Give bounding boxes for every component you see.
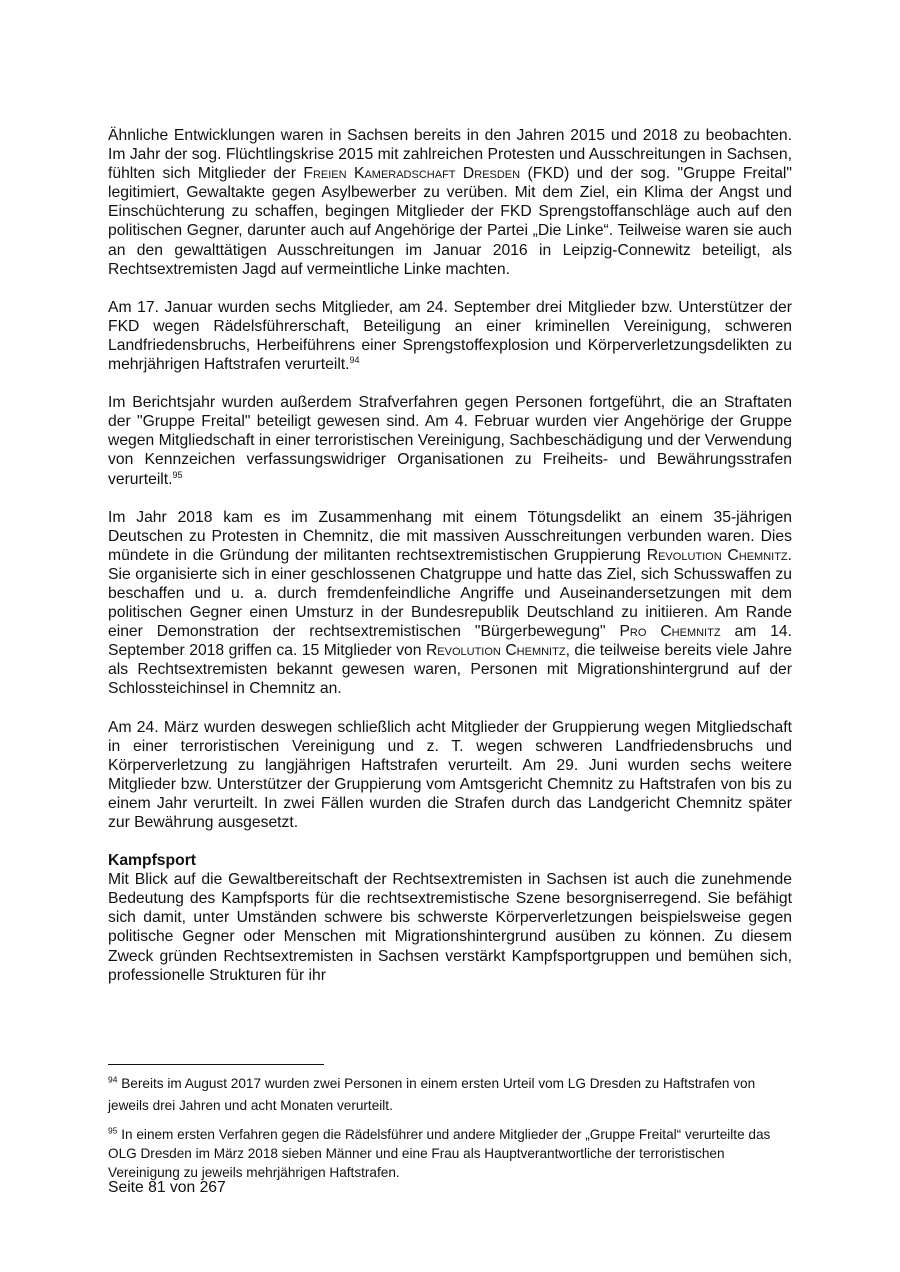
footnote-number: 94 <box>108 1074 118 1085</box>
paragraph-text: Am 17. Januar wurden sechs Mitglieder, am 24. September drei Mitglieder bzw. Unterstützer der FKD wegen Rädelsführerschaft, Beteiligung an einer kriminellen Vereinigung, schweren Landfriedensbruchs, Herbeiführens einer Sprengstoffexplosion und Körperverletzungsdelikten zu mehrjährigen Haftstrafen verurteilt. <box>108 298 792 374</box>
page-number: Seite 81 von 267 <box>108 1179 226 1196</box>
body-text <box>108 126 792 985</box>
footnote-95 <box>108 1125 792 1182</box>
organization-name: Revolution Chemnitz <box>646 546 788 564</box>
paragraph-text: Im Jahr 2018 kam es im Zusammenhang mit einem Tötungsdelikt an einem 35-jährigen Deutschen zu Protesten in Chemnitz, die mit massiven Ausschreitungen verbunden waren. Dies mündete in die Gründung der militanten rechtsextremistischen Gruppierung <box>108 508 792 564</box>
paragraph-text: (FKD) und der sog. "Gruppe Freital" legitimiert, Gewaltakte gegen Asylbewerber zu verüben. Mit dem Ziel, ein Klima der Angst und Einschüchterung zu schaffen, begingen Mitglieder der FKD Sprengstoffanschläge auch auf den politischen Gegner, darunter auch auf Angehörige der Partei „Die Linke“. Teilweise waren sie auch an den gewalttätigen Ausschreitungen im Januar 2016 in Leipzig-Connewitz beteiligt, als Rechtsextremisten Jagd auf vermeintliche Linke machten. <box>108 165 792 278</box>
organization-name: Freien Kameradschaft Dresden <box>303 165 521 183</box>
footnote-reference: 95 <box>172 469 183 480</box>
footnotes <box>108 1073 792 1191</box>
paragraph-1 <box>108 126 792 279</box>
paragraph-text: , die teilweise bereits viele Jahre als Rechtsextremisten bekannt gewesen waren, Personen mit Migrationshintergrund auf der Schlossteichinsel in Chemnitz an. <box>108 642 792 698</box>
organization-name: Revolution Chemnitz <box>425 642 566 660</box>
footnote-text: Bereits im August 2017 wurden zwei Personen in einem ersten Urteil vom LG Dresden zu Haftstrafen von jeweils drei Jahren und acht Monaten verurteilt. <box>108 1076 756 1113</box>
footnote-94 <box>108 1073 792 1116</box>
paragraph-text: Im Berichtsjahr wurden außerdem Strafverfahren gegen Personen fortgeführt, die an Straftaten der "Gruppe Freital" beteiligt gewesen sind. Am 4. Februar wurden vier Angehörige der Gruppe wegen Mitgliedschaft in einer terroristischen Vereinigung, Sachbeschädigung und der Verwendung von Kennzeichen verfassungswidriger Organisationen zu Freiheits- und Bewährungsstrafen verurteilt. <box>108 394 792 488</box>
organization-name: Pro Chemnitz <box>619 623 721 641</box>
footnote-number: 95 <box>108 1125 118 1136</box>
paragraph-3 <box>108 393 792 488</box>
paragraph-6: Mit Blick auf die Gewaltbereitschaft der Rechtsextremisten in Sachsen ist auch die zunehmende Bedeutung des Kampfsports für die rechtsextremistische Szene besorgniserregend. Sie befähigt sich damit, unter Umständen schwere bis schwerste Körperverletzungen beispielsweise gegen politische Gegner oder Menschen mit Migrationshintergrund ausüben zu können. Zu diesem Zweck gründen Rechtsextremisten in Sachsen verstärkt Kampfsportgruppen und bemühen sich, professionelle Strukturen für ihr <box>108 871 792 984</box>
paragraph-text: . Sie organisierte sich in einer geschlossenen Chatgruppe und hatte das Ziel, sich Schusswaffen zu beschaffen und u. a. durch fremdenfeindliche Angriffe und Auseinandersetzungen mit dem politischen Gegner einen Umsturz in der Bundesrepublik Deutschland zu initiieren. Am Rande einer Demonstration der rechtsextremistischen "Bürgerbewegung" <box>108 546 792 641</box>
paragraph-text: am 14. September 2018 griffen ca. 15 Mitglieder von <box>108 623 792 660</box>
paragraph-text: Ähnliche Entwicklungen waren in Sachsen bereits in den Jahren 2015 und 2018 zu beobachten. Im Jahr der sog. Flüchtlingskrise 2015 mit zahlreichen Protesten und Ausschreitungen in Sachsen, fühlten sich Mitglieder der <box>108 127 792 183</box>
footnote-reference: 94 <box>349 354 360 365</box>
section-heading: Kampfsport <box>108 852 197 870</box>
paragraph-4 <box>108 508 792 699</box>
footnote-text: In einem ersten Verfahren gegen die Rädelsführer und andere Mitglieder der „Gruppe Freital“ verurteilte das OLG Dresden im März 2018 sieben Männer und eine Frau als Hauptverantwortliche der terroristischen Vereinigung zu jeweils mehrjährigen Haftstrafen. <box>108 1127 771 1180</box>
paragraph-2 <box>108 298 792 374</box>
footnote-separator <box>108 1064 324 1065</box>
paragraph-5: Am 24. März wurden deswegen schließlich acht Mitglieder der Gruppierung wegen Mitgliedschaft in einer terroristischen Vereinigung und z. T. wegen schweren Landfriedensbruchs und Körperverletzung zu langjährigen Haftstrafen verurteilt. Am 29. Juni wurden sechs weitere Mitglieder bzw. Unterstützer der Gruppierung vom Amtsgericht Chemnitz zu Haftstrafen von bis zu einem Jahr verurteilt. In zwei Fällen wurden die Strafen durch das Landgericht Chemnitz später zur Bewährung ausgesetzt. <box>108 718 792 831</box>
